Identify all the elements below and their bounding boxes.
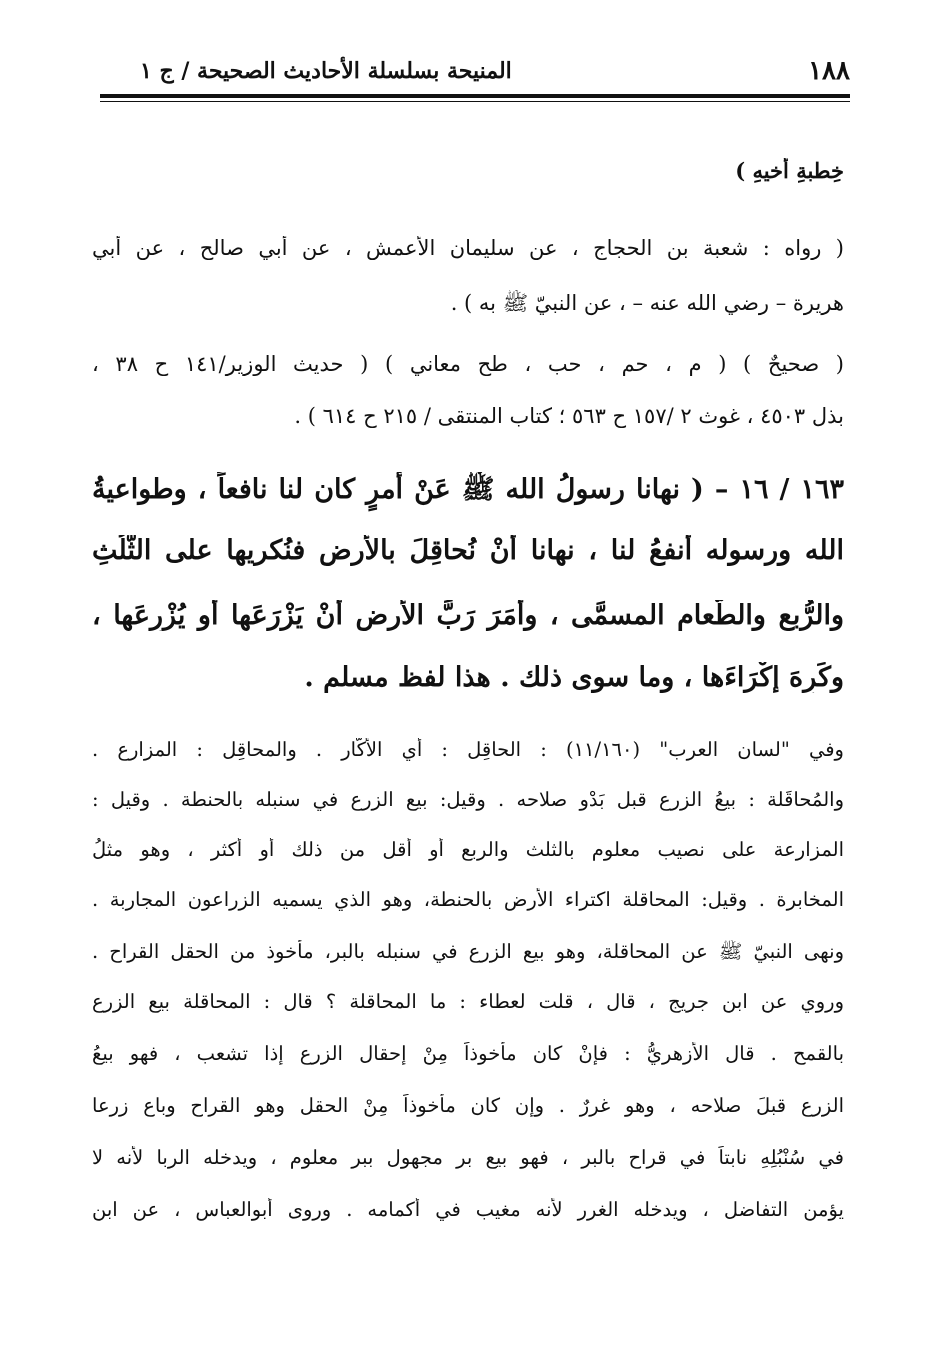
note-line: بالقمح . قال الأزهريُّ : فإنْ كان مأخوذاً مِنْ إحقال الزرع إذا تشعب ، فهو بيعُ — [92, 1042, 844, 1065]
hadith-line: ١٦٣ / ١٦ – ( نهانا رسولُ الله ﷺ عَنْ أمرٍ كان لنا نافعاً ، وطواعيةُ — [92, 474, 844, 505]
text-line: هريرة – رضي الله عنه – ، عن النبيّ ﷺ به ) . — [450, 291, 844, 315]
page-header — [100, 56, 850, 90]
note-line: وفي "لسان العرب" (١١/١٦٠) : الحاقِل : أي الأكّار . والمحاقِل : المزارع . — [92, 738, 844, 761]
header-rule-thin — [100, 101, 850, 102]
note-line: الزرع قبلَ صلاحه ، وهو غررٌ . وإن كان مأخوذاً مِنْ الحقل وهو القراح وباع زرعا — [92, 1094, 844, 1117]
note-line: وروي عن ابن جريجٍ ، قال ، قلت لعطاء : ما المحاقلة ؟ قال : المحاقلة بيع الزرع — [92, 990, 844, 1013]
page-number: ١٨٨ — [808, 56, 850, 86]
note-line: في سُنْبُلِهِ نابتاً في قراح بالبر ، فهو بيع بر مجهول ببر معلوم ، ويدخله الربا لأنه لا — [92, 1146, 844, 1169]
running-title: المنيحة بسلسلة الأحاديث الصحيحة / ج ١ — [140, 58, 512, 84]
note-line: ونهى النبيّ ﷺ عن المحاقلة، وهو بيع الزرع في سنبله بالبر، مأخوذ من الحقل القراح . — [92, 940, 844, 963]
header-rule-thick — [100, 94, 850, 98]
hadith-line: والرُّبعِ والطَّعامِ المسمَّى ، وأَمَرَ رَبَّ الأرض أنْ يَزْرَعَها أو يُزْرِعَها ، — [92, 600, 844, 631]
note-line: المزارعة على نصيب معلوم بالثلث والربع أو أقل من ذلك أو أكثر ، وهو مثلُ — [92, 838, 844, 861]
hadith-line: وكَرِهَ إكْرَاءَها ، وما سوى ذلك . هذا لفظ مسلم . — [304, 662, 844, 693]
note-line: يؤمن التفاضل ، ويدخله الغرر لأنه مغيب في أكمامه . وروى أبوالعباس ، عن ابن — [92, 1198, 844, 1221]
text-line: ( رواه : شعبة بن الحجاج ، عن سليمان الأعمش ، عن أبي صالح ، عن أبي — [92, 236, 844, 260]
note-line: والمُحاقَلة : بيعُ الزرع قبل بَدْوِ صلاحه . وقيل: بيع الزرع في سنبله بالحنطة . وقيل : — [92, 788, 844, 811]
note-line: المخابرة . وقيل: المحاقلة اكتراء الأرض بالحنطة، وهو الذي يسميه الزراعون المجاربة . — [92, 888, 844, 911]
hadith-line: الله ورسوله أنفعُ لنا ، نهانا أنْ نُحاقِلَ بالأرض فنُكريها على الثُّلُثِ — [92, 535, 844, 566]
text-line: خِطبةِ أخيهِ ) — [735, 158, 844, 183]
text-line: بذل ٤٥٠٣ ، غوث ٢ /١٥٧ ح ٥٦٣ ؛ كتاب المنتقى / ٢١٥ ح ٦١٤ ) . — [294, 404, 844, 428]
text-line: ( صحيحٌ ) ( م ، حم ، حب ، طح معاني ) ( حديث الوزير/١٤١ ح ٣٨ ، — [92, 352, 844, 376]
